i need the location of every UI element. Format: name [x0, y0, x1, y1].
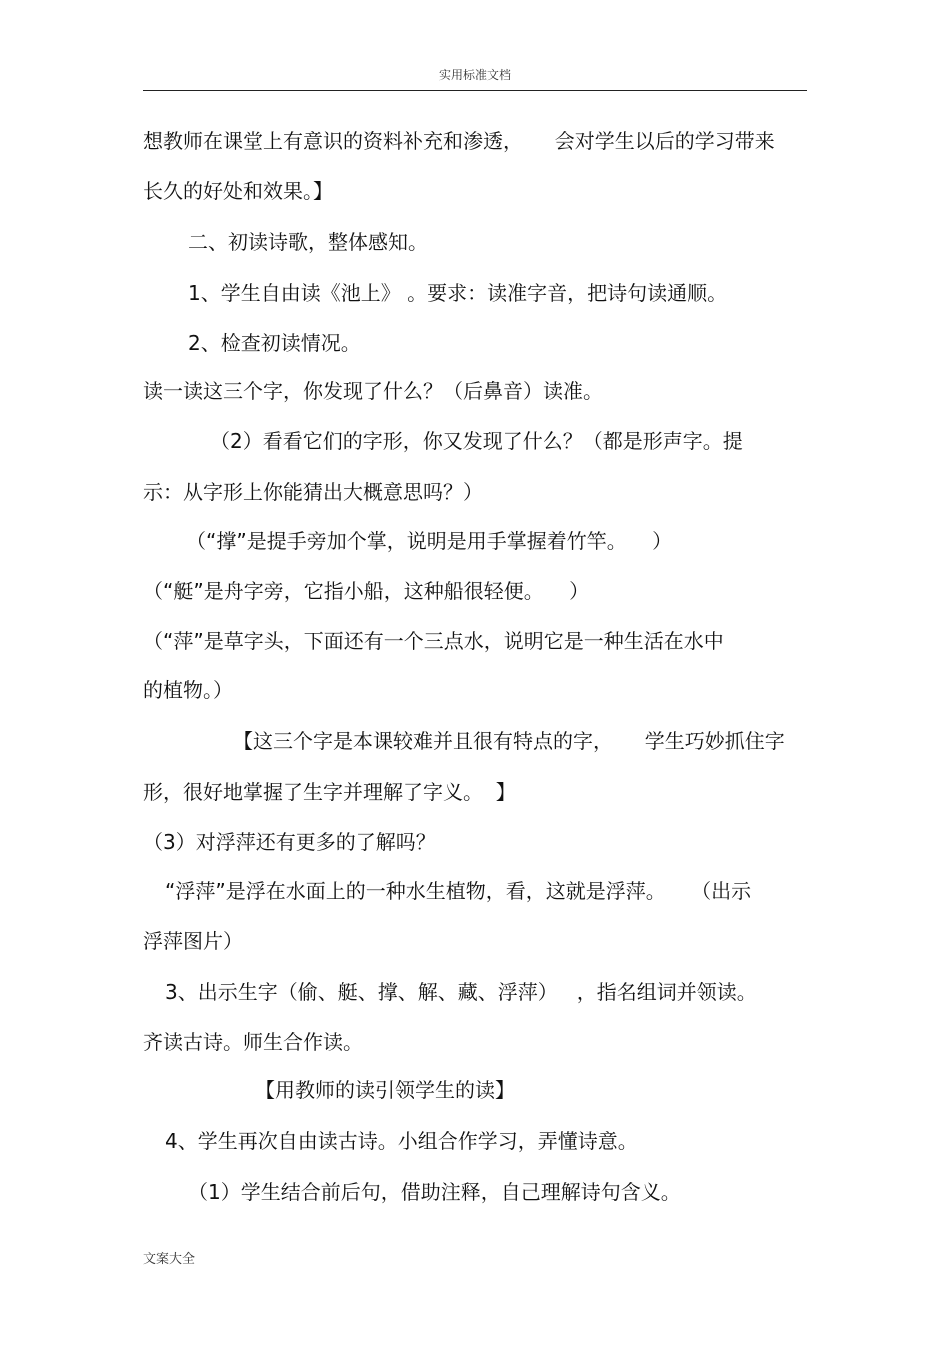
text-line-10: （“艇”是舟字旁，它指小船，这种船很轻便。 ）: [143, 579, 590, 603]
page-header: 实用标准文档: [438, 68, 511, 82]
text-line-12: 的植物。）: [143, 678, 233, 702]
text-line-2: 长久的好处和效果。】: [143, 179, 333, 203]
text-line-9: （“撑”是提手旁加个掌，说明是用手掌握着竹竿。 ）: [186, 529, 673, 553]
text-line-22: （1）学生结合前后句，借助注释，自己理解诗句含义。: [188, 1180, 681, 1204]
text-line-14: 形，很好地掌握了生字并理解了字义。 】: [143, 780, 516, 804]
text-line-8: 示：从字形上你能猜出大概意思吗？）: [143, 480, 483, 504]
text-line-5: 2、检查初读情况。: [188, 331, 361, 355]
text-line-20: 【用教师的读引领学生的读】: [255, 1078, 515, 1102]
text-line-19: 齐读古诗。师生合作读。: [143, 1030, 363, 1054]
text-line-16: “浮萍”是浮在水面上的一种水生植物，看，这就是浮萍。 （出示: [165, 879, 752, 903]
page-footer: 文案大全: [143, 1252, 196, 1267]
text-line-1: 想教师在课堂上有意识的资料补充和渗透， 会对学生以后的学习带来: [143, 129, 775, 153]
text-line-15: （3）对浮萍还有更多的了解吗？: [143, 830, 436, 854]
text-line-6: 读一读这三个字，你发现了什么？（后鼻音）读准。: [143, 379, 603, 403]
text-line-13: 【这三个字是本课较难并且很有特点的字， 学生巧妙抓住字: [233, 729, 785, 753]
text-line-18: 3、出示生字（偷、艇、撑、解、藏、浮萍） ，指名组词并领读。: [165, 980, 757, 1004]
text-line-3: 二、初读诗歌，整体感知。: [188, 230, 428, 254]
text-line-4: 1、学生自由读《池上》 。要求：读准字音，把诗句读通顺。: [188, 281, 728, 305]
text-line-21: 4、学生再次自由读古诗。小组合作学习，弄懂诗意。: [165, 1129, 638, 1153]
text-line-17: 浮萍图片）: [143, 929, 243, 953]
text-line-7: （2）看看它们的字形，你又发现了什么？（都是形声字。提: [210, 429, 743, 453]
header-divider: [143, 90, 807, 91]
text-line-11: （“萍”是草字头，下面还有一个三点水，说明它是一种生活在水中: [143, 629, 724, 653]
